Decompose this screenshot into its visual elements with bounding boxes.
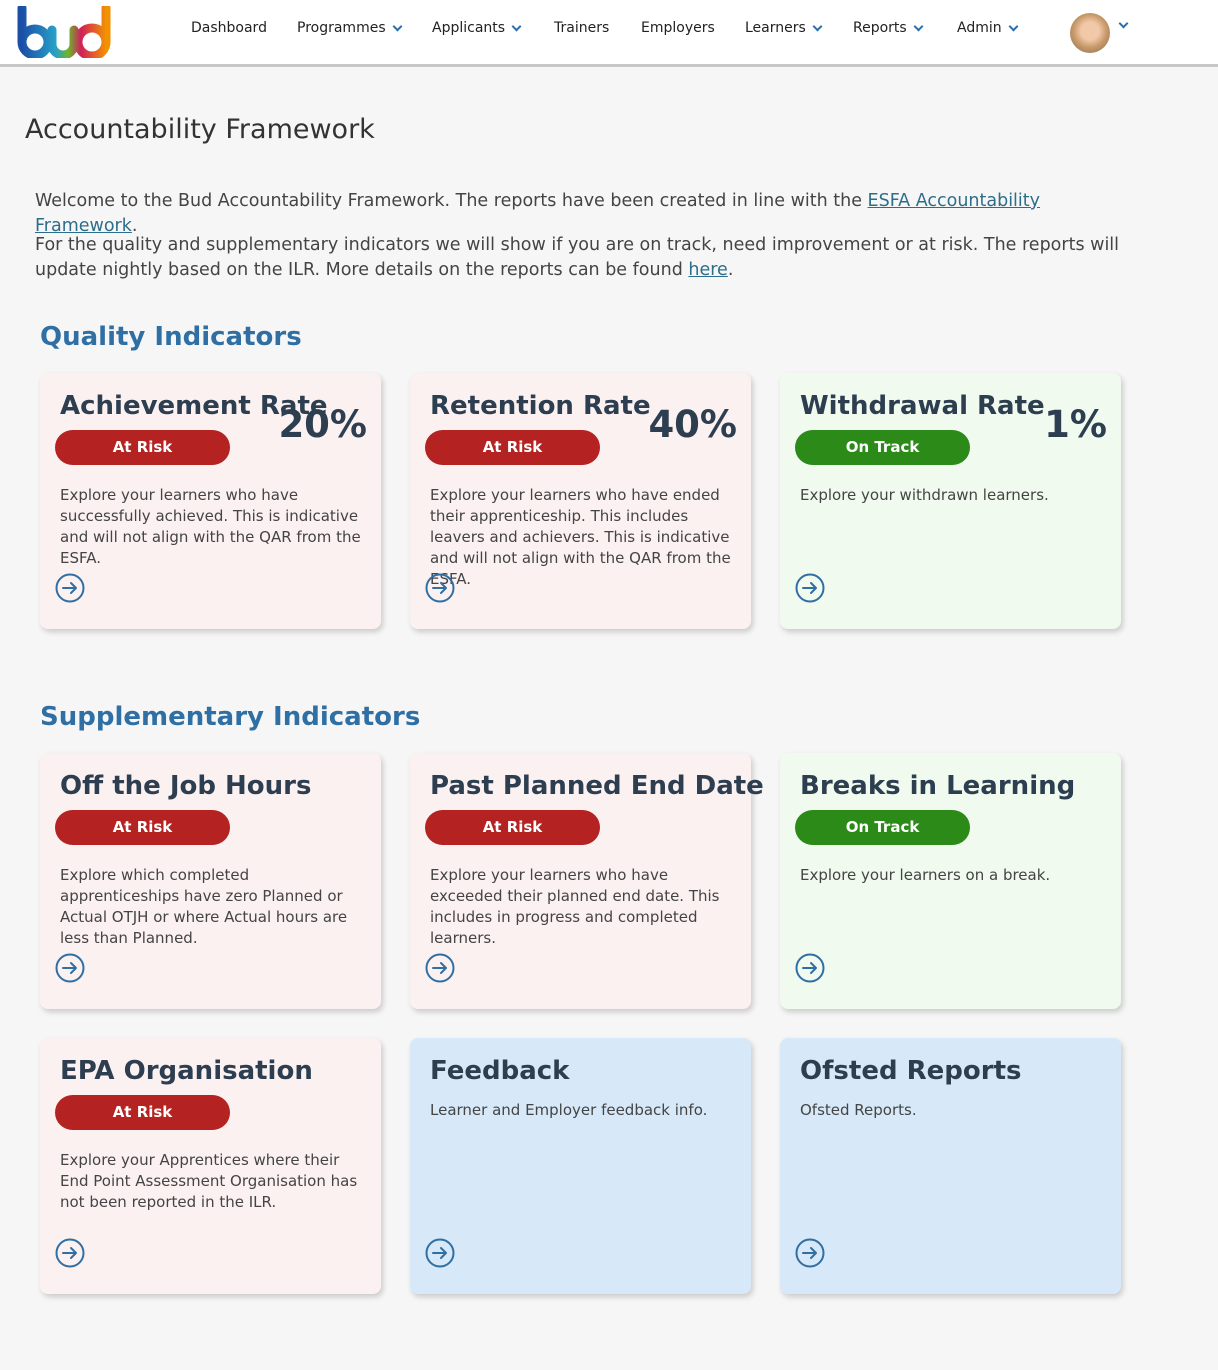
status-badge: At Risk [55,430,230,465]
indicator-card[interactable] [40,373,381,629]
nav-employers[interactable] [641,20,715,36]
status-badge: At Risk [55,810,230,845]
nav-reports[interactable] [853,20,922,36]
nav-learners[interactable] [745,20,821,36]
card-title: Achievement Rate [60,391,328,421]
intro-text: Welcome to the Bud Accountability Framework. The reports have been created in line with the [35,191,868,211]
nav-admin[interactable] [957,20,1017,36]
chevron-down-icon [392,21,402,31]
intro-paragraph-2 [35,233,1145,283]
card-title: Breaks in Learning [800,771,1076,801]
card-description: Explore your Apprentices where their End Point Assessment Organisation has not been reported in the ILR. [60,1151,358,1211]
nav-label: Dashboard [191,20,267,36]
arrow-right-circle-icon[interactable] [425,573,455,603]
bud-logo[interactable] [16,6,126,58]
indicator-card[interactable] [410,373,751,629]
supplementary-indicators-heading: Supplementary Indicators [40,702,421,732]
chevron-down-icon [512,21,522,31]
card-title: Ofsted Reports [800,1056,1022,1086]
status-badge: At Risk [55,1095,230,1130]
nav-trainers[interactable] [554,20,609,36]
card-description: Explore your learners who have successfully achieved. This is indicative and will not align with the QAR from the ESFA. [60,486,361,567]
status-badge: At Risk [425,430,600,465]
indicator-card[interactable] [40,1038,381,1294]
card-title: Retention Rate [430,391,651,421]
user-menu-toggle[interactable] [1116,24,1127,27]
card-title: EPA Organisation [60,1056,313,1086]
nav-label: Learners [745,20,806,36]
intro-text: For the quality and supplementary indicators we will show if you are on track, need improvement or at risk. The reports will update nightly based on the ILR. More details on the reports can be found [35,235,1120,280]
card-title: Past Planned End Date [430,771,764,801]
card-title: Off the Job Hours [60,771,312,801]
nav-dashboard[interactable] [191,20,267,36]
indicator-card[interactable] [780,373,1121,629]
arrow-right-circle-icon[interactable] [55,1238,85,1268]
card-description: Explore your learners who have exceeded their planned end date. This includes in progress and completed learners. [430,866,720,947]
status-badge: At Risk [425,810,600,845]
card-title: Feedback [430,1056,570,1086]
card-title: Withdrawal Rate [800,391,1045,421]
arrow-right-circle-icon[interactable] [425,1238,455,1268]
details-here-link[interactable]: here [688,260,728,280]
card-description: Learner and Employer feedback info. [430,1101,708,1119]
indicator-card[interactable] [410,1038,751,1294]
intro-paragraph-1 [35,189,1145,239]
arrow-right-circle-icon[interactable] [425,953,455,983]
chevron-down-icon [812,21,822,31]
arrow-right-circle-icon[interactable] [55,573,85,603]
card-description: Explore which completed apprenticeships have zero Planned or Actual OTJH or where Actual hours are less than Planned. [60,866,348,947]
card-value: 40% [648,403,737,446]
intro-text: . [131,216,138,236]
top-navbar [0,0,1218,67]
card-description: Explore your learners who have ended their apprenticeship. This includes leavers and achievers. This is indicative and will not align with the QAR from the ESFA. [430,486,731,588]
nav-programmes[interactable] [297,20,401,36]
card-value: 1% [1044,403,1107,446]
arrow-right-circle-icon[interactable] [795,573,825,603]
indicator-card[interactable] [780,753,1121,1009]
indicator-card[interactable] [410,753,764,1009]
esfa-framework-link[interactable]: ESFA Accountability Framework [35,191,1041,236]
page-title: Accountability Framework [25,114,375,145]
arrow-right-circle-icon[interactable] [795,1238,825,1268]
indicator-card[interactable] [40,753,381,1009]
nav-label: Programmes [297,20,386,36]
card-value: 20% [278,403,367,446]
status-badge: On Track [795,810,970,845]
intro-text: . [727,260,734,280]
arrow-right-circle-icon[interactable] [795,953,825,983]
card-description: Explore your withdrawn learners. [800,486,1049,504]
user-avatar[interactable] [1070,13,1110,53]
nav-label: Admin [957,20,1002,36]
indicator-card[interactable] [780,1038,1121,1294]
nav-label: Trainers [554,20,610,36]
chevron-down-icon [1008,21,1018,31]
chevron-down-icon [1119,19,1129,29]
status-badge: On Track [795,430,970,465]
arrow-right-circle-icon[interactable] [55,953,85,983]
card-description: Ofsted Reports. [800,1101,917,1119]
nav-label: Applicants [432,20,506,36]
card-description: Explore your learners on a break. [800,866,1051,884]
nav-label: Employers [641,20,715,36]
nav-label: Reports [853,20,907,36]
nav-applicants[interactable] [432,20,520,36]
chevron-down-icon [913,21,923,31]
quality-indicators-heading: Quality Indicators [40,322,302,352]
